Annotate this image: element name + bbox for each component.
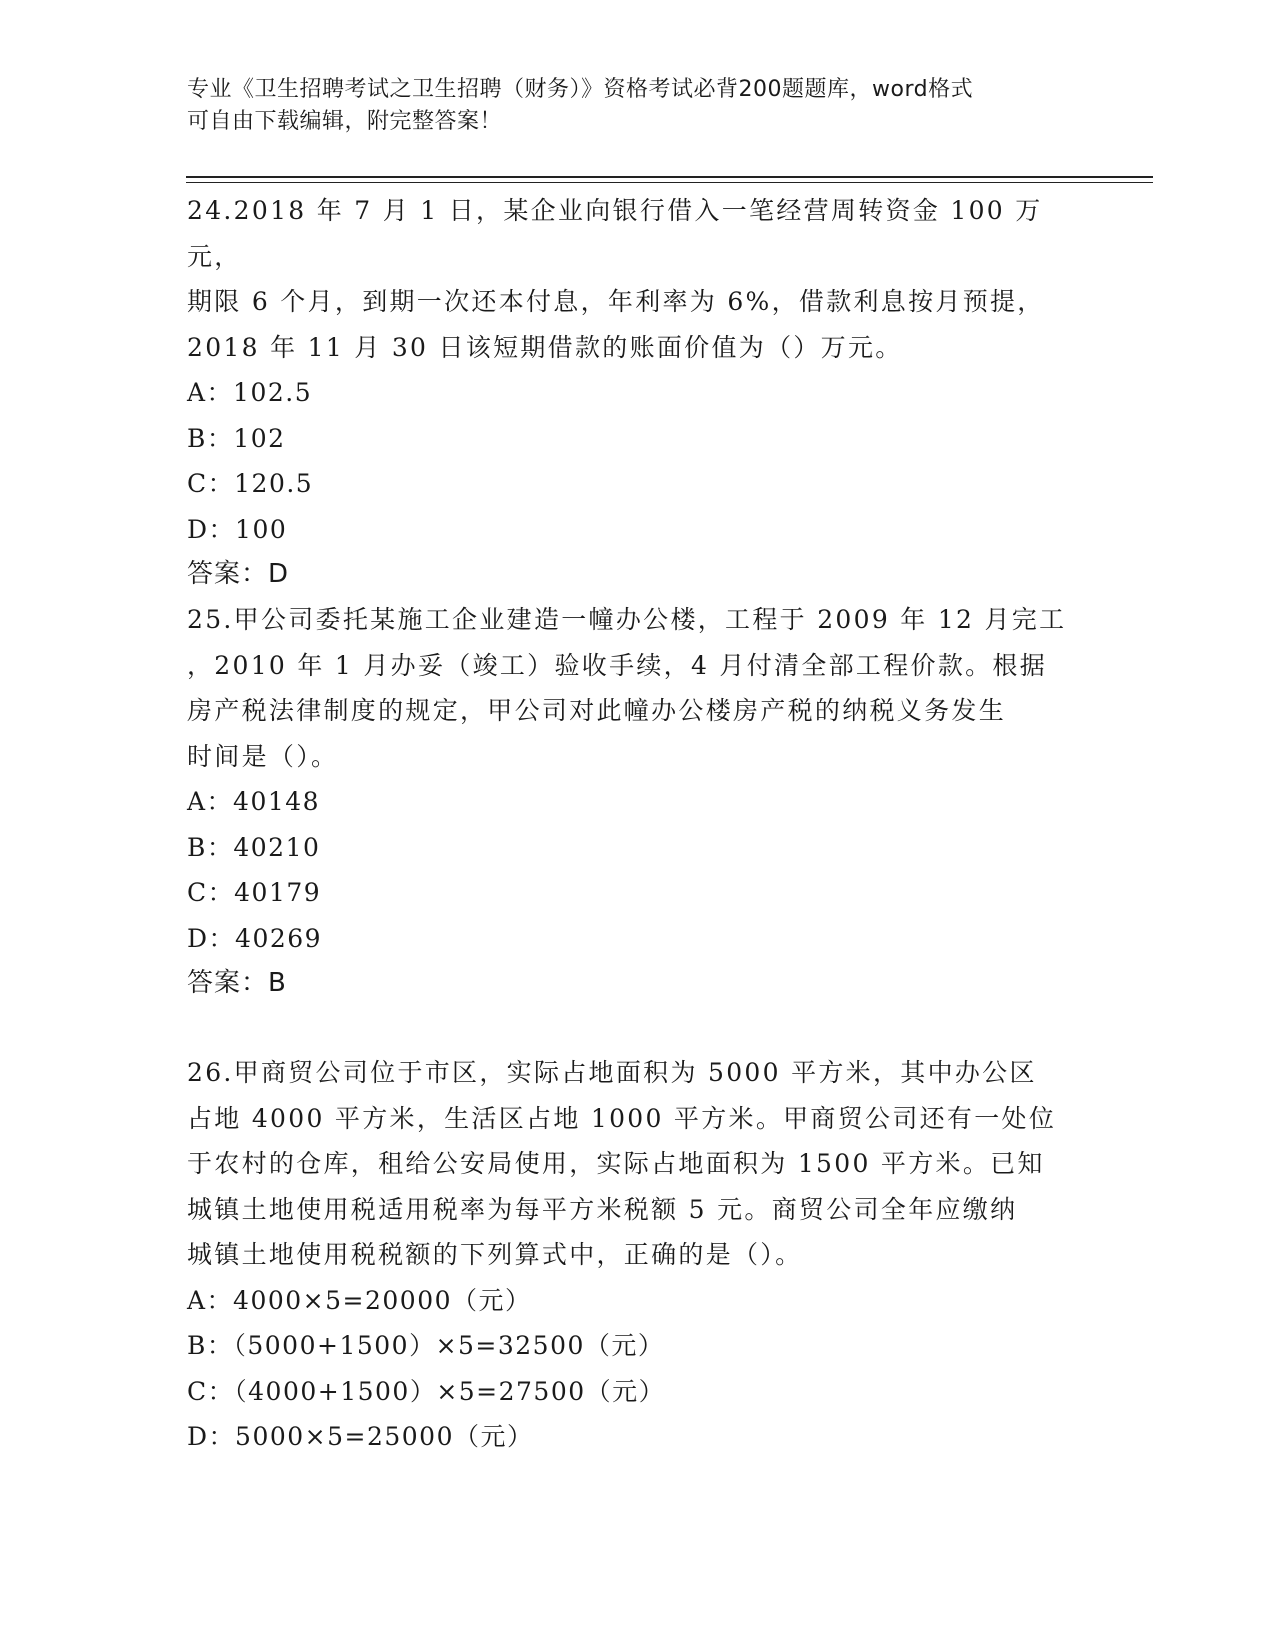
header-line-2: 可自由下载编辑，附完整答案！ bbox=[187, 109, 503, 134]
question-stem-line: ，2010 年 1 月办妥（竣工）验收手续，4 月付清全部工程价款。根据 bbox=[187, 650, 1048, 680]
option-c: C：40179 bbox=[187, 878, 322, 907]
header-divider-thin bbox=[186, 182, 1153, 183]
option-a: A：40148 bbox=[187, 787, 321, 816]
question-stem-line: 时间是（）。 bbox=[187, 741, 339, 771]
question-stem-line: 期限 6 个月，到期一次还本付息，年利率为 6%，借款利息按月预提， bbox=[187, 287, 1045, 316]
answer-line: 答案：B bbox=[187, 968, 287, 998]
question-stem-line: 2018 年 11 月 30 日该短期借款的账面价值为（）万元。 bbox=[187, 332, 903, 362]
question-stem-line: 城镇土地使用税税额的下列算式中，正确的是（）。 bbox=[187, 1240, 803, 1269]
answer-line: 答案：D bbox=[187, 559, 290, 589]
header-line-1: 专业《卫生招聘考试之卫生招聘（财务）》资格考试必背200题题库，word格式 bbox=[187, 77, 974, 102]
document-header bbox=[187, 74, 1087, 138]
option-b: B：40210 bbox=[187, 832, 321, 862]
question-stem-line: 城镇土地使用税适用税率为每平方米税额 5 元。商贸公司全年应缴纳 bbox=[187, 1194, 1018, 1224]
option-d: D：40269 bbox=[187, 923, 323, 953]
header-divider-thick bbox=[186, 176, 1153, 178]
option-a: A：4000×5=20000（元） bbox=[187, 1285, 532, 1315]
option-d: D：100 bbox=[187, 514, 288, 544]
option-b: B：102 bbox=[187, 423, 286, 453]
option-a: A：102.5 bbox=[187, 378, 313, 407]
question-24 bbox=[187, 188, 1067, 598]
question-stem-line: 24.2018 年 7 月 1 日，某企业向银行借入一笔经营周转资金 100 万元， bbox=[187, 196, 1043, 271]
question-stem-line: 25.甲公司委托某施工企业建造一幢办公楼，工程于 2009 年 12 月完工 bbox=[187, 605, 1067, 634]
question-25 bbox=[187, 597, 1067, 1007]
option-b: B：（5000+1500）×5=32500（元） bbox=[187, 1331, 665, 1360]
question-stem-line: 于农村的仓库，租给公安局使用，实际占地面积为 1500 平方米。已知 bbox=[187, 1149, 1045, 1178]
question-stem-line: 26.甲商贸公司位于市区，实际占地面积为 5000 平方米，其中办公区 bbox=[187, 1058, 1037, 1087]
option-c: C：120.5 bbox=[187, 469, 314, 498]
option-c: C：（4000+1500）×5=27500（元） bbox=[187, 1376, 666, 1406]
option-d: D：5000×5=25000（元） bbox=[187, 1422, 534, 1451]
question-26 bbox=[187, 1050, 1067, 1460]
question-stem-line: 占地 4000 平方米，生活区占地 1000 平方米。甲商贸公司还有一处位 bbox=[187, 1103, 1057, 1133]
question-stem-line: 房产税法律制度的规定，甲公司对此幢办公楼房产税的纳税义务发生 bbox=[187, 696, 1007, 725]
